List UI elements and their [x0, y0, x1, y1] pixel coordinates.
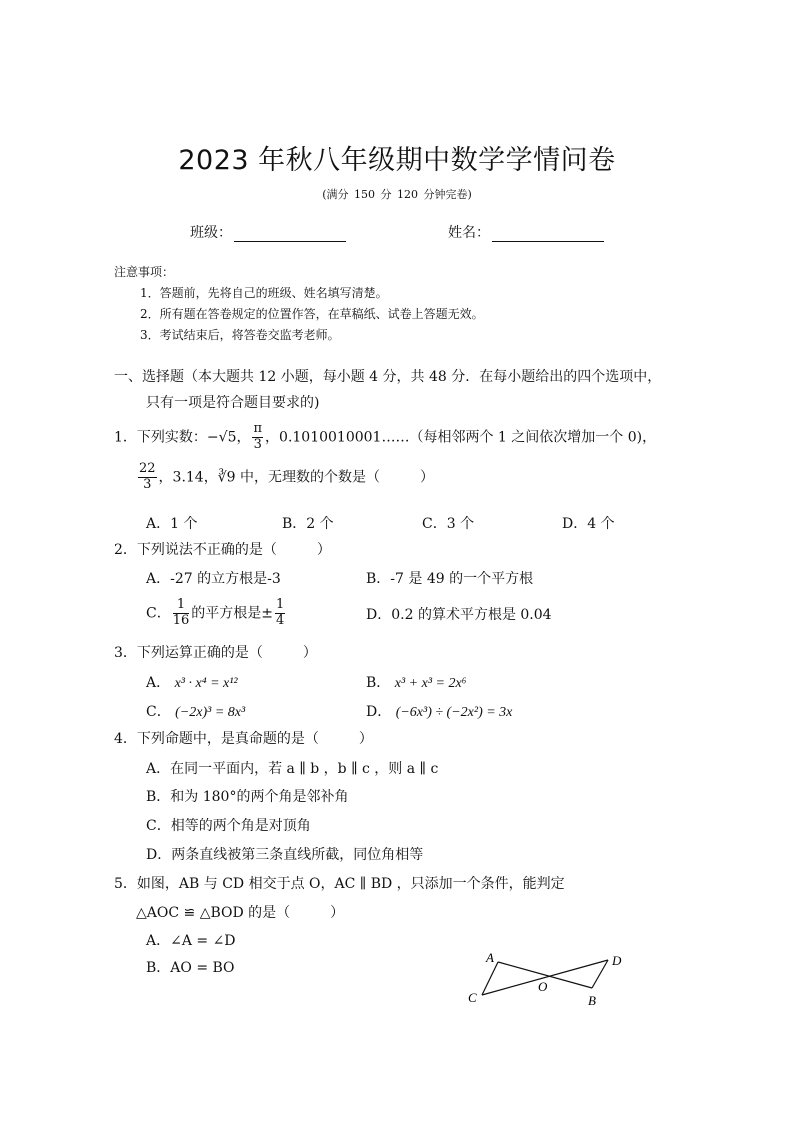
question-2: 2．下列说法不正确的是（ ） [114, 542, 331, 558]
q4-option-c[interactable]: C．相等的两个角是对顶角 [146, 818, 311, 834]
q1-option-b[interactable]: B．2 个 [282, 516, 334, 532]
section-heading-cont: 只有一项是符合题目要求的) [146, 395, 320, 411]
class-label: 班级： [190, 225, 232, 241]
label-b: B [588, 993, 596, 1008]
sqrt5-term: −√5 [206, 429, 237, 446]
label-c: C [468, 990, 477, 1005]
name-field[interactable] [448, 222, 604, 242]
q3-option-c[interactable]: C． (−2x)³ = 8x³ [146, 704, 246, 720]
question-1-line1: 1．下列实数：−√5， $\frac{\pi}{3}$ ，0.1010010001……（每相邻两个 1 之间依次增加一个 0)， [114, 421, 657, 452]
question-5-line2: △AOC ≌ △BOD 的是（ ） [136, 905, 345, 921]
question-1-line2: $\frac{22}{3}$ ，3.14，∛9 中，无理数的个数是（ ） [139, 461, 434, 492]
question-3: 3．下列运算正确的是（ ） [114, 645, 317, 661]
note-item: 1．答题前，先将自己的班级、姓名填写清楚。 [140, 286, 388, 300]
q2-option-d[interactable]: D．0.2 的算术平方根是 0.04 [366, 607, 552, 623]
label-d: D [612, 953, 622, 968]
q2-option-a[interactable]: A．-27 的立方根是-3 [146, 571, 281, 587]
q5-option-a[interactable]: A．∠A = ∠D [146, 933, 236, 949]
name-blank[interactable] [492, 227, 604, 242]
q1-option-a[interactable]: A．1 个 [146, 516, 198, 532]
fraction-22-3: $\frac{22}{3}$ [139, 461, 156, 492]
q4-option-d[interactable]: D．两条直线被第三条直线所截，同位角相等 [146, 847, 424, 863]
q2-option-c[interactable]: C． $\frac{1}{16}$ 的平方根是± $\frac{1}{4}$ [146, 597, 285, 628]
question-5-line1: 5．如图，AB 与 CD 相交于点 O，AC ∥ BD ，只添加一个条件，能判定 [114, 876, 565, 892]
q1-option-d[interactable]: D．4 个 [562, 516, 615, 532]
exam-subtitle: (满分 150 分 120 分钟完卷) [322, 188, 472, 201]
class-field[interactable] [190, 222, 346, 242]
q3-option-a[interactable]: A． x³ · x⁴ = x¹² [146, 675, 238, 691]
geometry-figure [462, 945, 642, 1015]
class-blank[interactable] [234, 227, 346, 242]
label-o: O [538, 979, 548, 994]
q5-option-b[interactable]: B．AO = BO [146, 960, 235, 976]
q4-option-a[interactable]: A．在同一平面内，若 a ∥ b ，b ∥ c ，则 a ∥ c [146, 761, 439, 777]
pi-fraction: $\frac{\pi}{3}$ [253, 421, 263, 452]
page-title: 2023 年秋八年级期中数学学情问卷 [178, 145, 616, 176]
q1-option-c[interactable]: C．3 个 [422, 516, 475, 532]
q3-option-d[interactable]: D． (−6x³) ÷ (−2x²) = 3x [366, 704, 513, 720]
note-item: 2．所有题在答卷规定的位置作答，在草稿纸、试卷上答题无效。 [140, 307, 484, 321]
q2-option-b[interactable]: B．-7 是 49 的一个平方根 [366, 571, 534, 587]
notes-heading: 注意事项： [114, 265, 175, 279]
q3-option-b[interactable]: B． x³ + x³ = 2x⁶ [366, 675, 467, 691]
question-4: 4．下列命题中，是真命题的是（ ） [114, 731, 373, 747]
note-item: 3．考试结束后，将答卷交监考老师。 [140, 328, 340, 342]
section-heading: 一、选择题（本大题共 12 小题，每小题 4 分，共 48 分．在每小题给出的四个选项中， [114, 369, 662, 385]
segment-ac [482, 962, 498, 995]
label-a: A [486, 950, 494, 965]
q4-option-b[interactable]: B．和为 180°的两个角是邻补角 [146, 789, 349, 805]
name-label: 姓名： [448, 225, 490, 241]
